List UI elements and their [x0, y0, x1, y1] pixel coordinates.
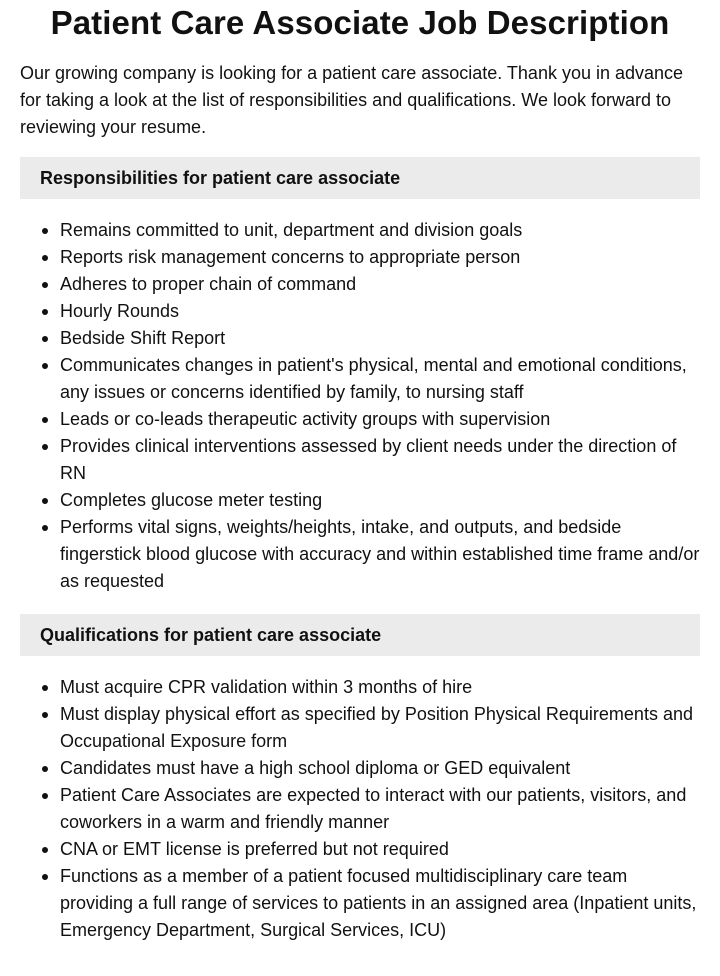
list-item: Leads or co-leads therapeutic activity groups with supervision — [60, 406, 700, 433]
list-item: Hourly Rounds — [60, 298, 700, 325]
list-item: Must acquire CPR validation within 3 months of hire — [60, 674, 700, 701]
list-item: Communicates changes in patient's physical, mental and emotional conditions, any issues or concerns identified by family, to nursing staff — [60, 352, 700, 406]
list-item: CNA or EMT license is preferred but not required — [60, 836, 700, 863]
list-item: Adheres to proper chain of command — [60, 271, 700, 298]
list-item: Must display physical effort as specified by Position Physical Requirements and Occupational Exposure form — [60, 701, 700, 755]
list-item: Bedside Shift Report — [60, 325, 700, 352]
list-item: Performs vital signs, weights/heights, intake, and outputs, and bedside fingerstick blood glucose with accuracy and within established time frame and/or as requested — [60, 514, 700, 595]
page-title: Patient Care Associate Job Description — [50, 4, 670, 41]
list-item: Patient Care Associates are expected to interact with our patients, visitors, and coworkers in a warm and friendly manner — [60, 782, 700, 836]
responsibilities-list — [20, 217, 700, 595]
intro-paragraph: Our growing company is looking for a patient care associate. Thank you in advance for taking a look at the list of responsibilities and qualifications. We look forward to reviewing your resume. — [20, 63, 684, 137]
qualifications-heading: Qualifications for patient care associate — [20, 614, 700, 656]
list-item: Remains committed to unit, department and division goals — [60, 217, 700, 244]
responsibilities-heading: Responsibilities for patient care associate — [20, 157, 700, 199]
qualifications-list — [20, 674, 700, 944]
list-item: Functions as a member of a patient focused multidisciplinary care team providing a full range of services to patients in an assigned area (Inpatient units, Emergency Department, Surgical Services, ICU) — [60, 863, 700, 944]
list-item: Completes glucose meter testing — [60, 487, 700, 514]
list-item: Provides clinical interventions assessed by client needs under the direction of RN — [60, 433, 700, 487]
list-item: Reports risk management concerns to appropriate person — [60, 244, 700, 271]
list-item: Candidates must have a high school diploma or GED equivalent — [60, 755, 700, 782]
